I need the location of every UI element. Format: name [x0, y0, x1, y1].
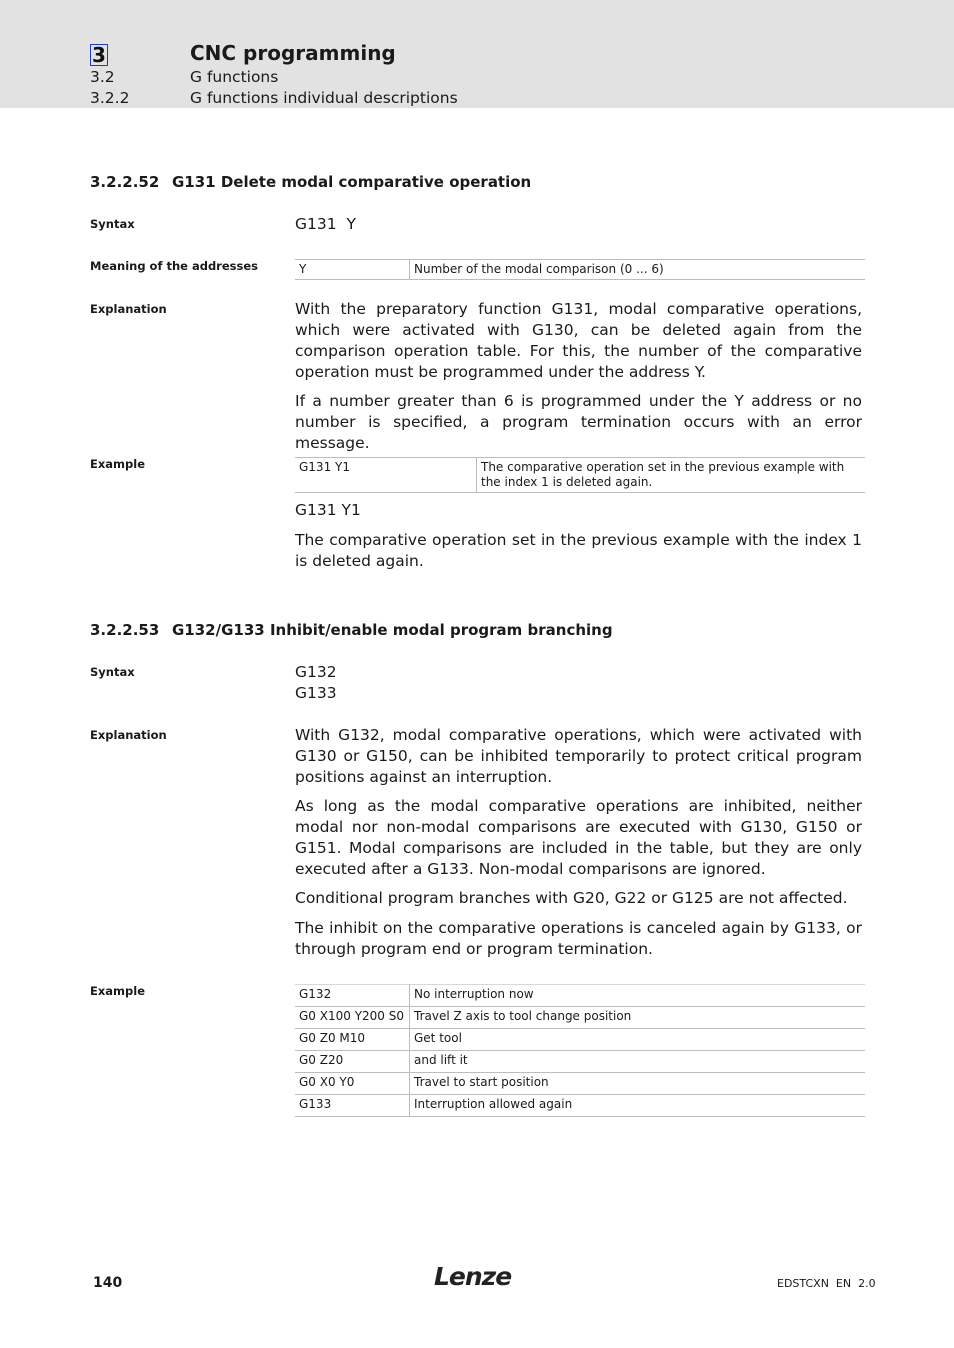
syntax-label: Syntax	[90, 217, 135, 231]
explanation-paragraph: The inhibit on the comparative operations is canceled again by G133, or through program end or program termination.	[295, 919, 862, 958]
document-id: EDSTCXN EN 2.0	[777, 1277, 876, 1290]
explanation-label: Explanation	[90, 302, 167, 316]
table-cell: G0 Z20	[295, 1051, 410, 1073]
table-cell: G132	[295, 985, 410, 1007]
section1-number: 3.2.2.52	[90, 173, 160, 191]
table-row	[295, 1073, 865, 1095]
example-label: Example	[90, 984, 145, 998]
meaning-label: Meaning of the addresses	[90, 259, 258, 273]
table-cell: G0 X100 Y200 S0	[295, 1007, 410, 1029]
subsection-title: G functions	[190, 68, 279, 86]
syntax-text: G131 Y	[295, 215, 356, 233]
table-row	[295, 1095, 865, 1117]
table-cell: G131 Y1	[295, 458, 477, 493]
table-cell: Travel to start position	[410, 1073, 866, 1095]
syntax-label: Syntax	[90, 665, 135, 679]
table-row	[295, 1007, 865, 1029]
subsubsection-number: 3.2.2	[90, 89, 130, 107]
table-cell: Y	[295, 260, 410, 280]
example-table	[295, 457, 865, 493]
subsection-number: 3.2	[90, 68, 115, 86]
chapter-title: CNC programming	[190, 41, 396, 65]
table-cell: Travel Z axis to tool change position	[410, 1007, 866, 1029]
explanation-paragraph: With G132, modal comparative operations, which were activated with G130 or G150, can be inhibited temporarily to protect critical program positions against an interruption.	[295, 726, 862, 786]
table-cell: Number of the modal comparison (0 ... 6)	[410, 260, 866, 280]
chapter-number[interactable]: 3	[92, 43, 106, 67]
address-table	[295, 259, 865, 280]
table-cell: G133	[295, 1095, 410, 1117]
explanation-paragraph: If a number greater than 6 is programmed under the Y address or no number is specified, a program termination occurs with an error message.	[295, 392, 862, 452]
explanation-paragraph: As long as the modal comparative operations are inhibited, neither modal nor non-modal comparisons are executed with G130, G150 or G151. Modal comparisons are included in the table, but they are only executed after a G133. Non-modal comparisons are ignored.	[295, 797, 862, 878]
page-number: 140	[93, 1275, 123, 1291]
table-row	[295, 458, 865, 493]
header-band	[0, 0, 954, 108]
table-cell: Get tool	[410, 1029, 866, 1051]
example-code: G131 Y1	[295, 501, 361, 519]
syntax-line: G132	[295, 663, 337, 681]
section1-title: G131 Delete modal comparative operation	[172, 173, 532, 191]
explanation-label: Explanation	[90, 728, 167, 742]
table-cell: G0 Z0 M10	[295, 1029, 410, 1051]
table-cell: G0 X0 Y0	[295, 1073, 410, 1095]
example-label: Example	[90, 457, 145, 471]
subsubsection-title: G functions individual descriptions	[190, 89, 458, 107]
table-row	[295, 985, 865, 1007]
example-table	[295, 984, 865, 1117]
table-cell: The comparative operation set in the previous example with the index 1 is deleted again.	[477, 458, 866, 493]
table-row	[295, 260, 865, 280]
lenze-logo: Lenze	[434, 1262, 512, 1291]
explanation-paragraph: With the preparatory function G131, modal comparative operations, which were activated with G130, can be deleted again from the comparison operation table. For this, the number of the comparative operation must be programmed under the address Y.	[295, 300, 862, 381]
example-text: The comparative operation set in the previous example with the index 1 is deleted again.	[295, 531, 862, 570]
syntax-line: G133	[295, 684, 337, 702]
section2-number: 3.2.2.53	[90, 621, 160, 639]
explanation-paragraph: Conditional program branches with G20, G22 or G125 are not affected.	[295, 889, 848, 907]
section2-title: G132/G133 Inhibit/enable modal program branching	[172, 621, 613, 639]
table-row	[295, 1051, 865, 1073]
table-cell: No interruption now	[410, 985, 866, 1007]
table-row	[295, 1029, 865, 1051]
table-cell: and lift it	[410, 1051, 866, 1073]
table-cell: Interruption allowed again	[410, 1095, 866, 1117]
